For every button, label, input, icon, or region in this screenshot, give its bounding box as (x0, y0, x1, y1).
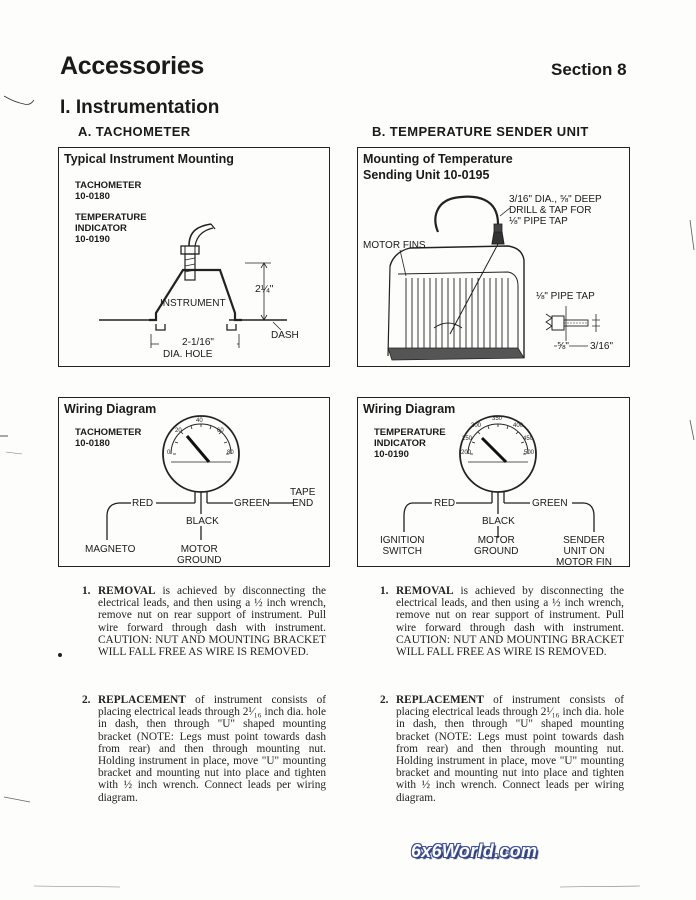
dial-tick-label: 400 (513, 423, 524, 429)
black-wire-label: BLACK (482, 516, 515, 527)
watermark-logo: 6x6World.com (411, 841, 538, 861)
figure-title: Wiring Diagram (363, 402, 456, 416)
magneto-label: MAGNETO (85, 544, 136, 555)
black-wire-label: BLACK (186, 516, 219, 527)
dial-tick-label: 40 (196, 418, 203, 424)
height-dimension: 2¼" (255, 283, 274, 295)
tachometer-wiring-drawing (59, 398, 329, 566)
tape-end-label: TAPE END (290, 487, 316, 509)
dial-tick-label: 250 (462, 436, 473, 442)
figure-title: Mounting of Temperature Sending Unit 10-0195 (363, 152, 513, 182)
paragraph-number: 1. (380, 585, 389, 597)
removal-paragraph-right (380, 585, 624, 659)
removal-paragraph-left (82, 585, 326, 659)
replacement-paragraph-left (82, 694, 326, 804)
figure-title: Typical Instrument Mounting (64, 152, 234, 166)
dial-tick-label: 80 (227, 450, 234, 456)
temperature-sender-figure (357, 147, 630, 367)
chapter-heading: I. Instrumentation (60, 97, 220, 118)
subheading-temperature-sender: B. TEMPERATURE SENDER UNIT (372, 124, 589, 139)
paragraph-body: of instrument consists of placing electrical leads through 2¹⁄₁₆ inch dia. hole in dash, then through "U" shaped mounting bracket (NOTE: Legs must point towards dash from rear) and then through mounting nut. Holding instrument in place, move "U" mounting bracket and mounting nut into place and tighten with ½ inch wrench. Connect leads per wiring diagram. (98, 694, 326, 804)
green-wire-label: GREEN (532, 498, 568, 509)
pipe-tap-label: ⅛" PIPE TAP (536, 291, 595, 302)
temperature-indicator-part-label: TEMPERATURE INDICATOR 10-0190 (75, 212, 147, 245)
motor-ground-label: MOTOR GROUND (474, 535, 519, 557)
tachometer-wiring-figure (58, 397, 330, 567)
paragraph-number: 1. (82, 585, 91, 597)
dial-tick-label: 300 (471, 423, 482, 429)
motor-fins-label: MOTOR FINS (363, 240, 426, 251)
paragraph-number: 2. (380, 694, 389, 706)
dial-tick-label: 200 (461, 450, 472, 456)
replacement-paragraph-right (380, 694, 624, 804)
tachometer-part-label: TACHOMETER 10-0180 (75, 180, 142, 202)
dimension-five-eighths: ⅝" (557, 341, 569, 352)
dimension-three-sixteenths: 3/16" (590, 341, 614, 352)
temperature-wiring-figure (357, 397, 630, 567)
dial-tick-label: 0 (167, 450, 171, 456)
paragraph-number: 2. (82, 694, 91, 706)
dash-label: DASH (271, 330, 299, 341)
ignition-switch-label: IGNITION SWITCH (380, 535, 425, 557)
paragraph-body: of instrument consists of placing electrical leads through 2¹⁄₁₆ inch dia. hole in dash, then through "U" shaped mounting bracket (NOTE: Legs must point towards dash from rear) and then through mounting nut. Holding instrument in place, move "U" mounting bracket and mounting nut into place and tighten with ½ inch wrench. Connect leads per wiring diagram. (396, 694, 624, 804)
hole-dimension: 2-1/16" (159, 337, 237, 348)
motor-ground-label: MOTOR GROUND (177, 544, 222, 566)
paragraph-keyword: REMOVAL (98, 585, 156, 597)
paragraph-body: is achieved by disconnecting the electrical leads, and then using a ½ inch wrench, remove nut on rear support of instrument. Pull wire forward through dash with instrument. CAUTION: NUT AND MOUNTING BRACKET WILL FALL FREE AS WIRE IS REMOVED. (396, 585, 624, 659)
section-label: Section 8 (551, 60, 627, 79)
dial-tick-label: 450 (523, 436, 534, 442)
hole-label: DIA. HOLE (163, 349, 213, 360)
drill-note: 3/16" DIA., ⅝" DEEP DRILL & TAP FOR ⅛" PIPE TAP (509, 194, 602, 227)
paragraph-keyword: REMOVAL (396, 585, 454, 597)
subheading-tachometer: A. TACHOMETER (78, 124, 191, 139)
figure-title: Wiring Diagram (64, 402, 157, 416)
green-wire-label: GREEN (234, 498, 270, 509)
dial-tick-label: 20 (175, 428, 182, 434)
tachometer-part-label: TACHOMETER 10-0180 (75, 427, 142, 449)
paragraph-body: is achieved by disconnecting the electrical leads, and then using a ½ inch wrench, remove nut on rear support of instrument. Pull wire forward through dash with instrument. CAUTION: NUT AND MOUNTING BRACKET WILL FALL FREE AS WIRE IS REMOVED. (98, 585, 326, 659)
page-title: Accessories (60, 52, 205, 80)
sender-unit-label: SENDER UNIT ON MOTOR FIN (556, 535, 612, 568)
paragraph-keyword: REPLACEMENT (396, 694, 484, 706)
sender-drawing (358, 148, 629, 366)
dial-tick-label: 350 (492, 416, 503, 422)
red-wire-label: RED (434, 498, 456, 509)
dial-tick-label: 500 (524, 450, 535, 456)
instrument-mounting-figure (58, 147, 330, 367)
paragraph-keyword: REPLACEMENT (98, 694, 186, 706)
instrument-label: INSTRUMENT (160, 298, 226, 309)
temperature-indicator-part-label: TEMPERATURE INDICATOR 10-0190 (374, 427, 446, 460)
red-wire-label: RED (132, 498, 154, 509)
dial-tick-label: 60 (217, 428, 224, 434)
